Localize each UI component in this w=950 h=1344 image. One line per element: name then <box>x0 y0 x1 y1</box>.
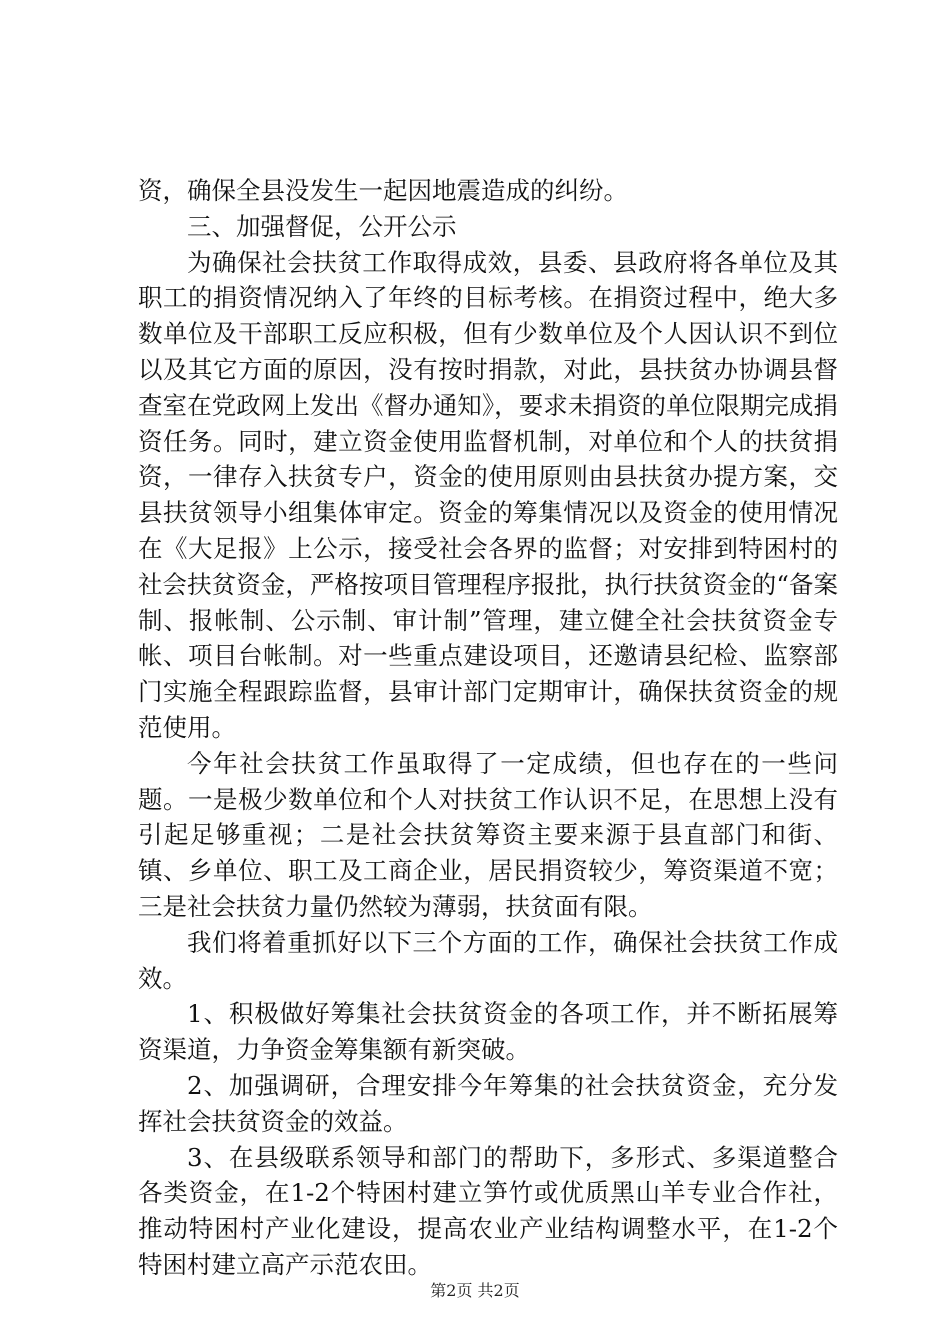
paragraph-problems: 今年社会扶贫工作虽取得了一定成绩，但也存在的一些问题。一是极少数单位和个人对扶贫工作认识不足，在思想上没有引起足够重视；二是社会扶贫筹资主要来源于县直部门和街、镇、乡单位、职工及工商企业，居民捐资较少，筹资渠道不宽；三是社会扶贫力量仍然较为薄弱，扶贫面有限。 <box>138 748 838 921</box>
list-item-3: 3、在县级联系领导和部门的帮助下，多形式、多渠道整合各类资金，在1-2个特困村建立笋竹或优质黑山羊专业合作社，推动特困村产业化建设，提高农业产业结构调整水平，在1-2个特困村建立高产示范农田。 <box>138 1142 838 1279</box>
list-item-1: 1、积极做好筹集社会扶贫资金的各项工作，并不断拓展筹资渠道，力争资金筹集额有新突破。 <box>138 999 838 1065</box>
section-heading: 三、加强督促，公开公示 <box>187 211 457 241</box>
paragraph-supervision: 为确保社会扶贫工作取得成效，县委、县政府将各单位及其职工的捐资情况纳入了年终的目标考核。在捐资过程中，绝大多数单位及干部职工反应积极，但有少数单位及个人因认识不到位以及其它方面的原因，没有按时捐款，对此，县扶贫办协调县督查室在党政网上发出《督办通知》，要求未捐资的单位限期完成捐资任务。同时，建立资金使用监督机制，对单位和个人的扶贫捐资，一律存入扶贫专户，资金的使用原则由县扶贫办提方案，交县扶贫领导小组集体审定。资金的筹集情况以及资金的使用情况在《大足报》上公示，接受社会各界的监督；对安排到特困村的社会扶贫资金，严格按项目管理程序报批，执行扶贫资金的“备案制、报帐制、公示制、审计制”管理，建立健全社会扶贫资金专帐、项目台帐制。对一些重点建设项目，还邀请县纪检、监察部门实施全程跟踪监督，县审计部门定期审计，确保扶贫资金的规范使用。 <box>138 247 838 742</box>
list-item-2: 2、加强调研，合理安排今年筹集的社会扶贫资金，充分发挥社会扶贫资金的效益。 <box>138 1070 838 1136</box>
page-number-footer: 第2页 共2页 <box>430 1281 520 1300</box>
document-body <box>138 173 838 1283</box>
paragraph-plan-intro: 我们将着重抓好以下三个方面的工作，确保社会扶贫工作成效。 <box>138 927 838 993</box>
paragraph-continuation: 资，确保全县没发生一起因地震造成的纠纷。 <box>138 176 628 205</box>
